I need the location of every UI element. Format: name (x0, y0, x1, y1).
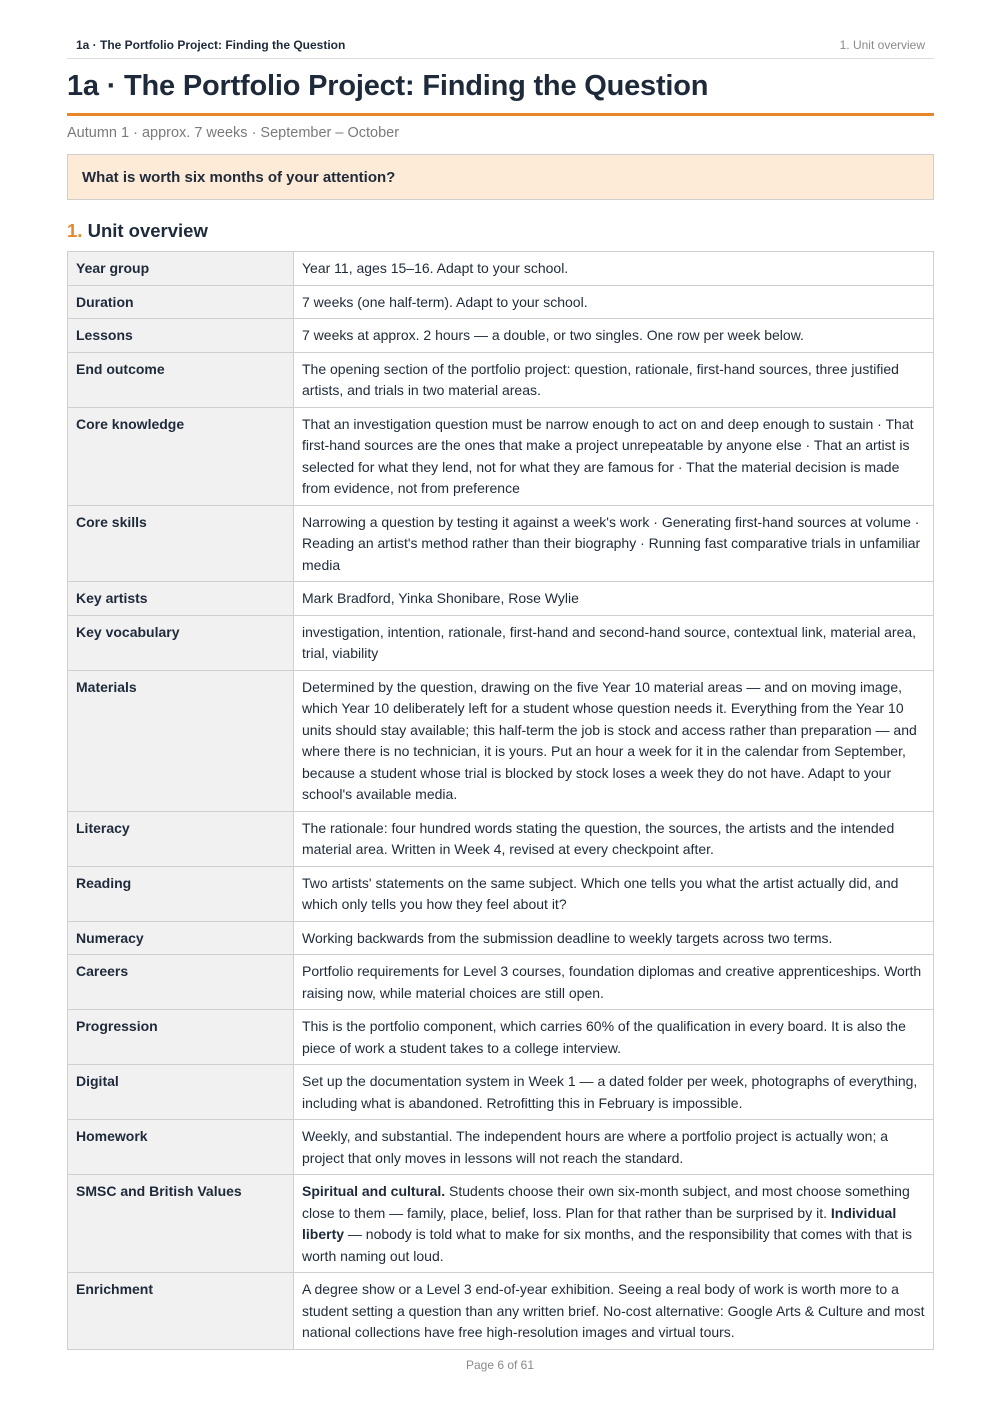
table-row (68, 407, 934, 505)
table-row (68, 352, 934, 407)
section-title: Unit overview (87, 220, 208, 241)
row-label: Progression (68, 1010, 294, 1065)
section-number: 1. (67, 220, 83, 241)
row-label: Duration (68, 285, 294, 319)
row-value: The opening section of the portfolio project: question, rationale, first-hand sources, three justified artists, and trials in two material areas. (294, 352, 934, 407)
table-row (68, 1175, 934, 1273)
row-label: Careers (68, 955, 294, 1010)
page-title: 1a · The Portfolio Project: Finding the Question (67, 70, 934, 116)
row-value: A degree show or a Level 3 end-of-year exhibition. Seeing a real body of work is worth more to a student setting a question than any written brief. No-cost alternative: Google Arts & Culture and most national collections have free high-resolution images and virtual tours. (294, 1273, 934, 1350)
row-label: Core knowledge (68, 407, 294, 505)
row-value: Determined by the question, drawing on the five Year 10 material areas — and on moving image, which Year 10 deliberately left for a student whose question needs it. Everything from the Year 10 units should stay available; this half-term the job is stock and access rather than preparation — and where there is no technician, it is yours. Put an hour a week for it in the calendar from September, because a student whose trial is blocked by stock loses a week they do not have. Adapt to your school's available media. (294, 670, 934, 811)
table-row (68, 252, 934, 286)
row-label: Enrichment (68, 1273, 294, 1350)
row-value: 7 weeks (one half-term). Adapt to your school. (294, 285, 934, 319)
table-row (68, 1273, 934, 1350)
row-label: Numeracy (68, 921, 294, 955)
row-value: Narrowing a question by testing it against a week's work · Generating first-hand sources at volume · Reading an artist's method rather than their biography · Running fast comparative trials in unfamiliar media (294, 505, 934, 582)
row-label: Reading (68, 866, 294, 921)
key-question-callout (67, 154, 934, 200)
row-value: Portfolio requirements for Level 3 courses, foundation diplomas and creative apprenticeships. Worth raising now, while material choices are still open. (294, 955, 934, 1010)
key-question-text: What is worth six months of your attention? (82, 168, 396, 186)
unit-overview-table (67, 251, 934, 1350)
row-value: Mark Bradford, Yinka Shonibare, Rose Wylie (294, 582, 934, 616)
row-value: 7 weeks at approx. 2 hours — a double, or two singles. One row per week below. (294, 319, 934, 353)
table-row (68, 582, 934, 616)
table-row (68, 285, 934, 319)
table-row (68, 955, 934, 1010)
table-row (68, 615, 934, 670)
section-heading (67, 220, 208, 242)
table-row (68, 811, 934, 866)
row-value: Set up the documentation system in Week 1 — a dated folder per week, photographs of everything, including what is abandoned. Retrofitting this in February is impossible. (294, 1065, 934, 1120)
smsc-spiritual-heading: Spiritual and cultural. (302, 1183, 446, 1199)
table-row (68, 319, 934, 353)
row-label: Lessons (68, 319, 294, 353)
running-header-section: 1. Unit overview (839, 38, 925, 52)
row-label: End outcome (68, 352, 294, 407)
row-value: Two artists' statements on the same subject. Which one tells you what the artist actually did, and which only tells you how they feel about it? (294, 866, 934, 921)
row-label: SMSC and British Values (68, 1175, 294, 1273)
running-header (67, 38, 934, 59)
row-label: Year group (68, 252, 294, 286)
row-value: This is the portfolio component, which carries 60% of the qualification in every board. It is also the piece of work a student takes to a college interview. (294, 1010, 934, 1065)
row-value: The rationale: four hundred words stating the question, the sources, the artists and the intended material area. Written in Week 4, revised at every checkpoint after. (294, 811, 934, 866)
table-row (68, 670, 934, 811)
table-row (68, 1010, 934, 1065)
row-label: Key artists (68, 582, 294, 616)
row-value: That an investigation question must be narrow enough to act on and deep enough to sustain · That first-hand sources are the ones that make a project unrepeatable by anyone else · That an artist is selected for what they lend, not for what they are famous for · That the material decision is made from evidence, not from preference (294, 407, 934, 505)
page-number: Page 6 of 61 (465, 1358, 535, 1372)
row-value: Weekly, and substantial. The independent hours are where a portfolio project is actually won; a project that only moves in lessons will not reach the standard. (294, 1120, 934, 1175)
row-label: Literacy (68, 811, 294, 866)
row-label: Key vocabulary (68, 615, 294, 670)
page-subtitle: Autumn 1 · approx. 7 weeks · September – October (67, 125, 400, 141)
row-label: Core skills (68, 505, 294, 582)
row-value: Working backwards from the submission deadline to weekly targets across two terms. (294, 921, 934, 955)
running-header-title: 1a · The Portfolio Project: Finding the Question (76, 38, 346, 52)
row-value (294, 1175, 934, 1273)
table-row (68, 1065, 934, 1120)
row-label: Digital (68, 1065, 294, 1120)
row-value: Year 11, ages 15–16. Adapt to your school. (294, 252, 934, 286)
smsc-liberty-text: — nobody is told what to make for six months, and the responsibility that comes with that is worth naming out loud. (302, 1226, 913, 1264)
row-label: Homework (68, 1120, 294, 1175)
table-row (68, 1120, 934, 1175)
table-row (68, 866, 934, 921)
row-value: investigation, intention, rationale, first-hand and second-hand source, contextual link, material area, trial, viability (294, 615, 934, 670)
table-row (68, 505, 934, 582)
smsc-liberty-heading: Individual liberty (302, 1204, 897, 1242)
row-label: Materials (68, 670, 294, 811)
smsc-spiritual-text: Students choose their own six-month subject, and most choose something close to them — family, place, belief, loss. Plan for that rather than be surprised by it. (302, 1183, 910, 1221)
table-row (68, 921, 934, 955)
